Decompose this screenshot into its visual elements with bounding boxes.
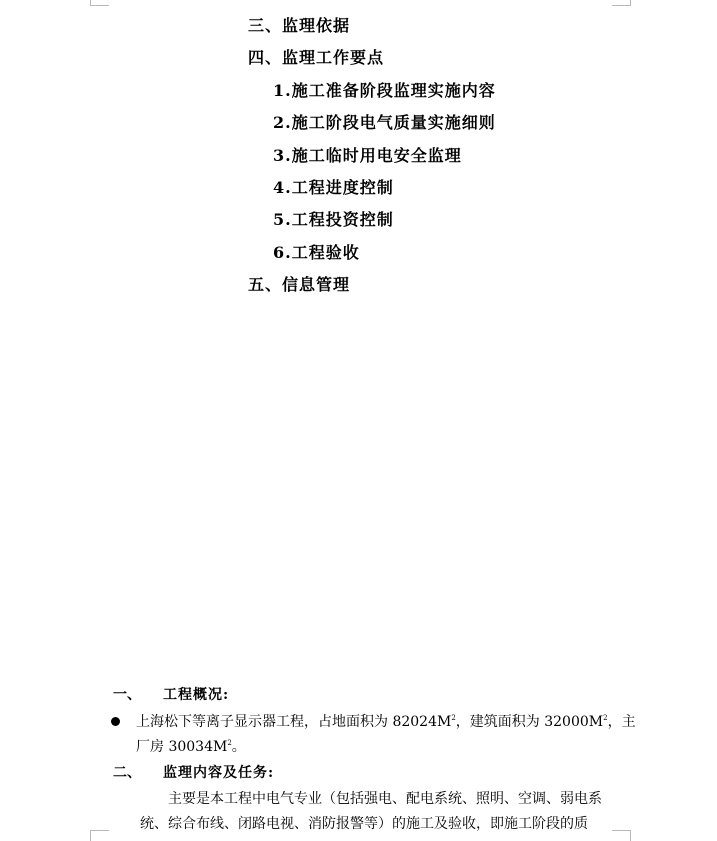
toc-item-info-management: 五、信息管理 <box>248 275 351 294</box>
superscript: 2 <box>603 714 608 722</box>
paragraph-line-1: 主要是本工程中电气专业（包括强电、配电系统、照明、空调、弱电系 <box>168 791 602 807</box>
toc-subitem-3: 3.施工临时用电安全监理 <box>273 146 462 165</box>
area-text: 厂房 30034M <box>136 739 228 755</box>
page-corner-mark-bottom-left <box>90 830 109 841</box>
area-text: 。 <box>231 739 246 755</box>
section-title: 监理内容及任务: <box>163 765 275 781</box>
page-corner-mark-bottom-right <box>612 830 631 841</box>
bullet-text-line-2 <box>136 738 246 756</box>
toc-subitem-4: 4.工程进度控制 <box>273 178 394 197</box>
bullet-dot-icon <box>111 717 120 726</box>
toc-subitem-2: 2.施工阶段电气质量实施细则 <box>273 113 496 132</box>
page-corner-mark-top-right <box>612 0 631 6</box>
section-number: 二、 <box>113 765 141 781</box>
section-title: 工程概况: <box>163 687 230 703</box>
section-heading-overview <box>113 686 229 704</box>
section-heading-supervision <box>113 764 274 782</box>
page-corner-mark-top-left <box>90 0 109 6</box>
toc-subitem-6: 6.工程验收 <box>273 243 360 262</box>
toc-item-basis: 三、监理依据 <box>248 16 351 35</box>
superscript: 2 <box>227 739 232 747</box>
toc-subitem-5: 5.工程投资控制 <box>273 210 394 229</box>
area-text: ，建筑面积为 32000M <box>455 714 604 730</box>
toc-item-key-points: 四、监理工作要点 <box>248 48 385 67</box>
section-number: 一、 <box>113 687 141 703</box>
superscript: 2 <box>451 714 456 722</box>
paragraph-line-2: 统、综合布线、闭路电视、消防报警等）的施工及验收，即施工阶段的质 <box>140 816 588 832</box>
area-text: ，主 <box>607 714 636 730</box>
area-text: 上海松下等离子显示器工程，占地面积为 82024M <box>136 714 452 730</box>
bullet-text-line-1 <box>136 713 636 731</box>
toc-subitem-1: 1.施工准备阶段监理实施内容 <box>273 81 496 100</box>
